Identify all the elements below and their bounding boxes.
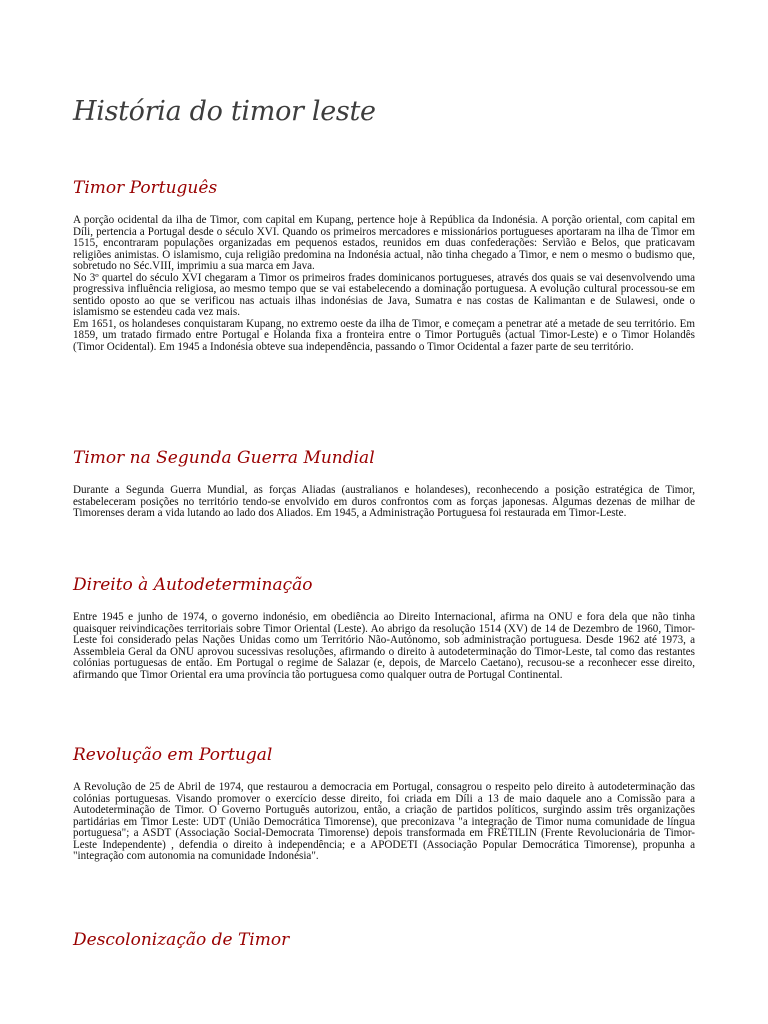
paragraph: A Revolução de 25 de Abril de 1974, que restaurou a democracia em Portugal, consagrou o respeito pelo direito à autodeterminação das colónias portuguesas. Visando promover o exercício desse direito, foi criada em Díli a 13 de maio daquele ano a Comissão para a Autodeterminação de Timor. O Governo Português autorizou, então, a criação de partidos políticos, surgindo assim três organizações partidárias em Timor Leste: UDT (União Democrática Timorense), que preconizava "a integração de Timor numa comunidade de língua portuguesa"; a ASDT (Associação Social-Democrata Timorense) depois transformada em FRETILIN (Frente Revolucionária de Timor-Leste Independente) , defendia o direito à independência; e a APODETI (Associação Popular Democrática Timorense), propunha a "integração com autonomia na comunidade Indonésia". xyxy=(73,781,695,863)
paragraph: Durante a Segunda Guerra Mundial, as forças Aliadas (australianos e holandeses), reconhecendo a posição estratégica de Timor, estabeleceram posições no território tendo-se envolvido em duros confrontos com as forças japonesas. Algumas dezenas de milhar de Timorenses deram a vida lutando ao lado dos Aliados. Em 1945, a Administração Portuguesa foi restaurada em Timor-Leste. xyxy=(73,484,695,520)
section-body-revolucao xyxy=(73,782,695,863)
section-body-autodeterminacao xyxy=(73,612,695,681)
page-title: História do timor leste xyxy=(73,96,376,127)
section-heading-timor-portugues: Timor Português xyxy=(73,178,218,198)
section-heading-descolonizacao: Descolonização de Timor xyxy=(73,930,290,950)
section-body-segunda-guerra xyxy=(73,485,695,520)
section-heading-autodeterminacao: Direito à Autodeterminação xyxy=(73,575,313,595)
section-heading-revolucao: Revolução em Portugal xyxy=(73,745,273,765)
section-body-timor-portugues xyxy=(73,215,695,354)
paragraph: Em 1651, os holandeses conquistaram Kupang, no extremo oeste da ilha de Timor, e começam a penetrar até a metade de seu território. Em 1859, um tratado firmado entre Portugal e Holanda fixa a fronteira entre o Timor Português (actual Timor-Leste) e o Timor Holandês (Timor Ocidental). Em 1945 a Indonésia obteve sua independência, passando o Timor Ocidental a fazer parte de seu território. xyxy=(73,317,695,354)
paragraph: A porção ocidental da ilha de Timor, com capital em Kupang, pertence hoje à República da Indonésia. A porção oriental, com capital em Díli, pertencia a Portugal desde o século XVI. Quando os primeiros mercadores e missionários portugueses aportaram na ilha de Timor em 1515, encontraram populações organizadas em pequenos estados, reunidos em duas confederações: Servião e Belos, que praticavam religiões animistas. O islamismo, cuja religião predomina na Indonésia actual, não tinha chegado a Timor, e nem o mesmo o budismo que, sobretudo no Séc.VIII, imprimiu a sua marca em Java. xyxy=(73,214,695,273)
paragraph: No 3º quartel do século XVI chegaram a Timor os primeiros frades dominicanos portugueses, através dos quais se vai desenvolvendo uma progressiva influência religiosa, ao mesmo tempo que se vai estabelecendo a dominação portuguesa. A evolução cultural processou-se em sentido oposto ao que se verificou nas actuais ilhas indonésias de Java, Sumatra e nas costas de Kalimantan e de Sulawesi, onde o islamismo se estendeu cada vez mais. xyxy=(73,271,695,319)
paragraph: Entre 1945 e junho de 1974, o governo indonésio, em obediência ao Direito Internacional, afirma na ONU e fora dela que não tinha quaisquer reivindicações territoriais sobre Timor Oriental (Leste). Ao abrigo da resolução 1514 (XV) de 14 de Dezembro de 1960, Timor-Leste foi considerado pelas Nações Unidas como um Território Não-Autónomo, sob administração portuguesa. Desde 1962 até 1973, a Assembleia Geral da ONU aprovou sucessivas resoluções, afirmando o direito à autodeterminação do Timor-Leste, tal como das restantes colónias portuguesas de então. Em Portugal o regime de Salazar (e, depois, de Marcelo Caetano), recusou-se a reconhecer esse direito, afirmando que Timor Oriental era uma província tão portuguesa como qualquer outra de Portugal Continental. xyxy=(73,611,695,681)
section-heading-segunda-guerra: Timor na Segunda Guerra Mundial xyxy=(73,448,375,468)
